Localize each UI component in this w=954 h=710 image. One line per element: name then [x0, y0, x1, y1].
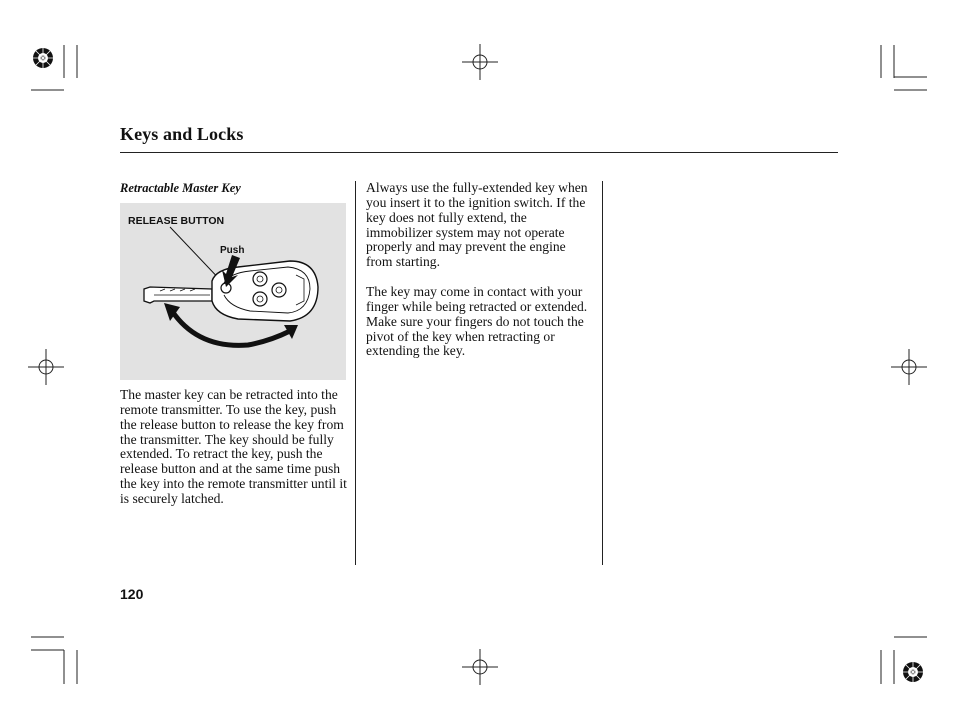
key-blade-icon	[144, 287, 212, 303]
registration-crosshair-right	[891, 349, 927, 385]
registration-crosshair-top	[462, 44, 498, 80]
page-number: 120	[120, 586, 144, 602]
section-subheading: Retractable Master Key	[120, 181, 241, 195]
left-column-paragraph: The master key can be retracted into the remote transmitter. To use the key, push the release button to release the key from the transmitter. The key should be fully extended. To retract the key, push the release button and at the same time push the key into the remote transmitter until it is securely latched.	[120, 387, 347, 506]
starburst-mark-bottom-right	[903, 662, 923, 682]
release-button-label: RELEASE BUTTON	[128, 215, 225, 227]
registration-crosshair-bottom	[462, 649, 498, 685]
key-illustration	[120, 203, 346, 380]
starburst-mark-top-left	[33, 48, 53, 68]
push-label: Push	[220, 245, 245, 256]
middle-column-paragraph-2: The key may come in contact with your finger while being retracted or extended. Make sure your fingers do not touch the pivot of the key when retracting or extending the key.	[366, 284, 588, 359]
middle-column-paragraph-1: Always use the fully-extended key when you insert it to the ignition switch. If the key does not fully extend, the immobilizer system may not operate properly and may prevent the engine from starting.	[366, 180, 588, 270]
registration-crosshair-left	[28, 349, 64, 385]
column-divider-1	[355, 181, 356, 565]
title-rule	[120, 152, 838, 153]
page-title: Keys and Locks	[120, 124, 244, 144]
key-drawing	[120, 203, 346, 380]
column-divider-2	[602, 181, 603, 565]
